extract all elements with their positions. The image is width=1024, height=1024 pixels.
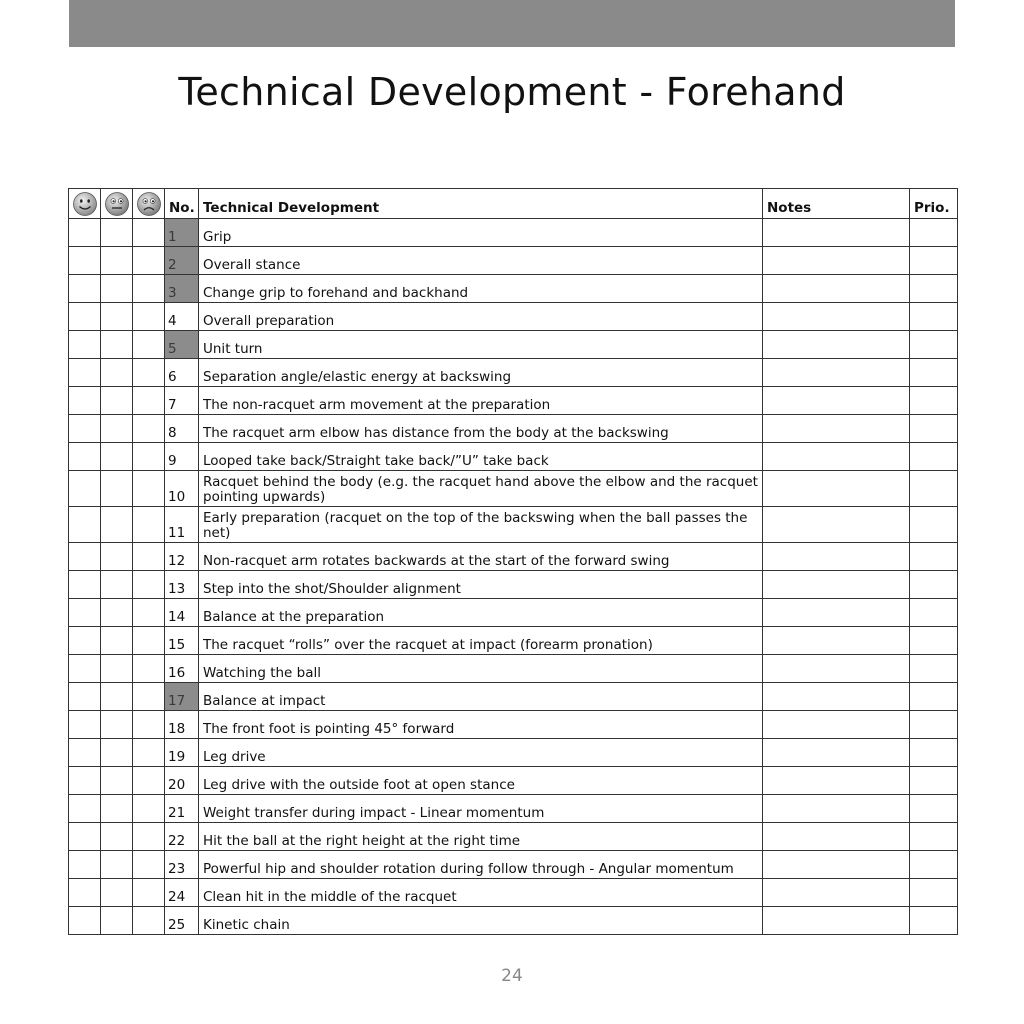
table-row xyxy=(69,387,958,415)
row-number: 9 xyxy=(165,443,199,471)
header-bar xyxy=(69,0,955,47)
rating-happy-cell[interactable] xyxy=(69,331,101,359)
table-row xyxy=(69,711,958,739)
rating-happy-cell[interactable] xyxy=(69,683,101,711)
notes-cell[interactable] xyxy=(763,415,910,443)
technical-development-text: Leg drive xyxy=(199,739,763,767)
notes-cell[interactable] xyxy=(763,331,910,359)
technical-development-text: Watching the ball xyxy=(199,655,763,683)
notes-cell[interactable] xyxy=(763,359,910,387)
row-number: 3 xyxy=(165,275,199,303)
technical-development-text: Balance at the preparation xyxy=(199,599,763,627)
rating-happy-cell[interactable] xyxy=(69,627,101,655)
rating-happy-cell[interactable] xyxy=(69,767,101,795)
rating-neutral-cell[interactable] xyxy=(101,331,133,359)
rating-neutral-cell[interactable] xyxy=(101,247,133,275)
rating-neutral-cell[interactable] xyxy=(101,599,133,627)
rating-unhappy-cell[interactable] xyxy=(133,219,165,247)
technical-development-text: Balance at impact xyxy=(199,683,763,711)
technical-development-text: Grip xyxy=(199,219,763,247)
rating-unhappy-cell[interactable] xyxy=(133,571,165,599)
prio-cell[interactable] xyxy=(910,507,958,543)
row-number: 2 xyxy=(165,247,199,275)
rating-neutral-cell[interactable] xyxy=(101,471,133,507)
rating-neutral-cell[interactable] xyxy=(101,387,133,415)
prio-cell[interactable] xyxy=(910,907,958,935)
rating-happy-cell[interactable] xyxy=(69,571,101,599)
rating-unhappy-cell[interactable] xyxy=(133,247,165,275)
rating-happy-cell[interactable] xyxy=(69,823,101,851)
prio-cell[interactable] xyxy=(910,627,958,655)
smiley-unhappy-header xyxy=(133,189,165,219)
prio-cell[interactable] xyxy=(910,359,958,387)
rating-happy-cell[interactable] xyxy=(69,907,101,935)
table-row xyxy=(69,627,958,655)
column-header-no: No. xyxy=(165,189,199,219)
rating-unhappy-cell[interactable] xyxy=(133,739,165,767)
technical-development-text: Weight transfer during impact - Linear momentum xyxy=(199,795,763,823)
notes-cell[interactable] xyxy=(763,851,910,879)
rating-neutral-cell[interactable] xyxy=(101,507,133,543)
table-row xyxy=(69,879,958,907)
rating-neutral-cell[interactable] xyxy=(101,655,133,683)
rating-neutral-cell[interactable] xyxy=(101,739,133,767)
table-row xyxy=(69,331,958,359)
notes-cell[interactable] xyxy=(763,599,910,627)
rating-happy-cell[interactable] xyxy=(69,543,101,571)
technical-development-text: Separation angle/elastic energy at backswing xyxy=(199,359,763,387)
technical-development-text: Unit turn xyxy=(199,331,763,359)
row-number: 18 xyxy=(165,711,199,739)
prio-cell[interactable] xyxy=(910,303,958,331)
rating-happy-cell[interactable] xyxy=(69,851,101,879)
table-row xyxy=(69,683,958,711)
column-header-technical-development: Technical Development xyxy=(199,189,763,219)
rating-unhappy-cell[interactable] xyxy=(133,387,165,415)
technical-development-text: Non-racquet arm rotates backwards at the start of the forward swing xyxy=(199,543,763,571)
technical-development-text: Step into the shot/Shoulder alignment xyxy=(199,571,763,599)
prio-cell[interactable] xyxy=(910,387,958,415)
prio-cell[interactable] xyxy=(910,823,958,851)
table-header-row xyxy=(69,189,958,219)
rating-unhappy-cell[interactable] xyxy=(133,767,165,795)
rating-happy-cell[interactable] xyxy=(69,275,101,303)
technical-development-text: Hit the ball at the right height at the right time xyxy=(199,823,763,851)
prio-cell[interactable] xyxy=(910,543,958,571)
technical-development-text: Clean hit in the middle of the racquet xyxy=(199,879,763,907)
row-number: 4 xyxy=(165,303,199,331)
row-number: 24 xyxy=(165,879,199,907)
notes-cell[interactable] xyxy=(763,507,910,543)
notes-cell[interactable] xyxy=(763,683,910,711)
prio-cell[interactable] xyxy=(910,711,958,739)
technical-development-text: Powerful hip and shoulder rotation during follow through - Angular momentum xyxy=(199,851,763,879)
row-number: 20 xyxy=(165,767,199,795)
rating-unhappy-cell[interactable] xyxy=(133,599,165,627)
rating-unhappy-cell[interactable] xyxy=(133,851,165,879)
rating-neutral-cell[interactable] xyxy=(101,275,133,303)
row-number: 1 xyxy=(165,219,199,247)
table-row xyxy=(69,571,958,599)
notes-cell[interactable] xyxy=(763,303,910,331)
rating-unhappy-cell[interactable] xyxy=(133,507,165,543)
row-number: 16 xyxy=(165,655,199,683)
row-number: 25 xyxy=(165,907,199,935)
prio-cell[interactable] xyxy=(910,655,958,683)
rating-neutral-cell[interactable] xyxy=(101,851,133,879)
table-row xyxy=(69,851,958,879)
page-number: 24 xyxy=(501,966,523,986)
table-row xyxy=(69,219,958,247)
rating-neutral-cell[interactable] xyxy=(101,795,133,823)
prio-cell[interactable] xyxy=(910,683,958,711)
rating-neutral-cell[interactable] xyxy=(101,415,133,443)
rating-happy-cell[interactable] xyxy=(69,303,101,331)
notes-cell[interactable] xyxy=(763,879,910,907)
row-number: 6 xyxy=(165,359,199,387)
rating-neutral-cell[interactable] xyxy=(101,543,133,571)
table-row xyxy=(69,795,958,823)
technical-development-text: Leg drive with the outside foot at open stance xyxy=(199,767,763,795)
notes-cell[interactable] xyxy=(763,247,910,275)
prio-cell[interactable] xyxy=(910,851,958,879)
rating-unhappy-cell[interactable] xyxy=(133,711,165,739)
technical-development-table xyxy=(68,188,958,935)
notes-cell[interactable] xyxy=(763,795,910,823)
rating-unhappy-cell[interactable] xyxy=(133,275,165,303)
prio-cell[interactable] xyxy=(910,599,958,627)
rating-neutral-cell[interactable] xyxy=(101,683,133,711)
row-number: 5 xyxy=(165,331,199,359)
rating-happy-cell[interactable] xyxy=(69,711,101,739)
notes-cell[interactable] xyxy=(763,387,910,415)
table-row xyxy=(69,543,958,571)
rating-unhappy-cell[interactable] xyxy=(133,543,165,571)
row-number: 10 xyxy=(165,471,199,507)
rating-unhappy-cell[interactable] xyxy=(133,331,165,359)
rating-neutral-cell[interactable] xyxy=(101,907,133,935)
table-row xyxy=(69,599,958,627)
rating-happy-cell[interactable] xyxy=(69,415,101,443)
notes-cell[interactable] xyxy=(763,543,910,571)
rating-unhappy-cell[interactable] xyxy=(133,907,165,935)
prio-cell[interactable] xyxy=(910,767,958,795)
rating-happy-cell[interactable] xyxy=(69,655,101,683)
table-row xyxy=(69,471,958,507)
rating-neutral-cell[interactable] xyxy=(101,627,133,655)
table-row xyxy=(69,655,958,683)
rating-happy-cell[interactable] xyxy=(69,219,101,247)
rating-neutral-cell[interactable] xyxy=(101,767,133,795)
notes-cell[interactable] xyxy=(763,739,910,767)
rating-neutral-cell[interactable] xyxy=(101,219,133,247)
rating-happy-cell[interactable] xyxy=(69,879,101,907)
technical-development-text: The racquet arm elbow has distance from the body at the backswing xyxy=(199,415,763,443)
column-header-prio: Prio. xyxy=(910,189,958,219)
rating-happy-cell[interactable] xyxy=(69,387,101,415)
technical-development-text: Looped take back/Straight take back/”U” take back xyxy=(199,443,763,471)
rating-unhappy-cell[interactable] xyxy=(133,655,165,683)
row-number: 13 xyxy=(165,571,199,599)
prio-cell[interactable] xyxy=(910,331,958,359)
row-number: 19 xyxy=(165,739,199,767)
smiley-happy-icon xyxy=(69,191,100,217)
rating-neutral-cell[interactable] xyxy=(101,879,133,907)
rating-unhappy-cell[interactable] xyxy=(133,359,165,387)
notes-cell[interactable] xyxy=(763,219,910,247)
rating-happy-cell[interactable] xyxy=(69,471,101,507)
smiley-unhappy-icon xyxy=(133,191,164,217)
technical-development-text: The racquet “rolls” over the racquet at impact (forearm pronation) xyxy=(199,627,763,655)
rating-neutral-cell[interactable] xyxy=(101,443,133,471)
rating-neutral-cell[interactable] xyxy=(101,711,133,739)
table-row xyxy=(69,443,958,471)
notes-cell[interactable] xyxy=(763,571,910,599)
technical-development-text: Overall preparation xyxy=(199,303,763,331)
rating-happy-cell[interactable] xyxy=(69,795,101,823)
rating-neutral-cell[interactable] xyxy=(101,571,133,599)
table-row xyxy=(69,247,958,275)
table-row xyxy=(69,823,958,851)
technical-development-text: Change grip to forehand and backhand xyxy=(199,275,763,303)
table-row xyxy=(69,739,958,767)
prio-cell[interactable] xyxy=(910,879,958,907)
notes-cell[interactable] xyxy=(763,711,910,739)
table-row xyxy=(69,303,958,331)
technical-development-text: Racquet behind the body (e.g. the racquet hand above the elbow and the racquet pointing upwards) xyxy=(199,471,763,507)
notes-cell[interactable] xyxy=(763,767,910,795)
technical-development-text: Early preparation (racquet on the top of the backswing when the ball passes the net) xyxy=(199,507,763,543)
prio-cell[interactable] xyxy=(910,739,958,767)
notes-cell[interactable] xyxy=(763,275,910,303)
rating-unhappy-cell[interactable] xyxy=(133,795,165,823)
notes-cell[interactable] xyxy=(763,823,910,851)
prio-cell[interactable] xyxy=(910,219,958,247)
rating-neutral-cell[interactable] xyxy=(101,359,133,387)
prio-cell[interactable] xyxy=(910,571,958,599)
table-row xyxy=(69,415,958,443)
row-number: 17 xyxy=(165,683,199,711)
column-header-notes: Notes xyxy=(763,189,910,219)
rating-unhappy-cell[interactable] xyxy=(133,471,165,507)
table-row xyxy=(69,275,958,303)
prio-cell[interactable] xyxy=(910,795,958,823)
rating-unhappy-cell[interactable] xyxy=(133,823,165,851)
notes-cell[interactable] xyxy=(763,627,910,655)
table-row xyxy=(69,907,958,935)
rating-happy-cell[interactable] xyxy=(69,599,101,627)
technical-development-text: Kinetic chain xyxy=(199,907,763,935)
row-number: 11 xyxy=(165,507,199,543)
technical-development-text: The non-racquet arm movement at the preparation xyxy=(199,387,763,415)
table-row xyxy=(69,359,958,387)
table-row xyxy=(69,767,958,795)
rating-happy-cell[interactable] xyxy=(69,247,101,275)
technical-development-text: Overall stance xyxy=(199,247,763,275)
rating-unhappy-cell[interactable] xyxy=(133,443,165,471)
row-number: 23 xyxy=(165,851,199,879)
row-number: 12 xyxy=(165,543,199,571)
row-number: 15 xyxy=(165,627,199,655)
prio-cell[interactable] xyxy=(910,415,958,443)
notes-cell[interactable] xyxy=(763,655,910,683)
row-number: 21 xyxy=(165,795,199,823)
prio-cell[interactable] xyxy=(910,443,958,471)
table-row xyxy=(69,507,958,543)
prio-cell[interactable] xyxy=(910,275,958,303)
rating-unhappy-cell[interactable] xyxy=(133,627,165,655)
rating-unhappy-cell[interactable] xyxy=(133,303,165,331)
rating-unhappy-cell[interactable] xyxy=(133,683,165,711)
rating-happy-cell[interactable] xyxy=(69,359,101,387)
row-number: 8 xyxy=(165,415,199,443)
row-number: 14 xyxy=(165,599,199,627)
notes-cell[interactable] xyxy=(763,443,910,471)
rating-happy-cell[interactable] xyxy=(69,507,101,543)
prio-cell[interactable] xyxy=(910,247,958,275)
rating-unhappy-cell[interactable] xyxy=(133,879,165,907)
row-number: 22 xyxy=(165,823,199,851)
smiley-neutral-icon xyxy=(101,191,132,217)
notes-cell[interactable] xyxy=(763,471,910,507)
rating-neutral-cell[interactable] xyxy=(101,303,133,331)
smiley-happy-header xyxy=(69,189,101,219)
page-title: Technical Development - Forehand xyxy=(178,70,846,114)
rating-happy-cell[interactable] xyxy=(69,739,101,767)
rating-happy-cell[interactable] xyxy=(69,443,101,471)
row-number: 7 xyxy=(165,387,199,415)
technical-development-text: The front foot is pointing 45° forward xyxy=(199,711,763,739)
smiley-neutral-header xyxy=(101,189,133,219)
notes-cell[interactable] xyxy=(763,907,910,935)
rating-neutral-cell[interactable] xyxy=(101,823,133,851)
rating-unhappy-cell[interactable] xyxy=(133,415,165,443)
prio-cell[interactable] xyxy=(910,471,958,507)
